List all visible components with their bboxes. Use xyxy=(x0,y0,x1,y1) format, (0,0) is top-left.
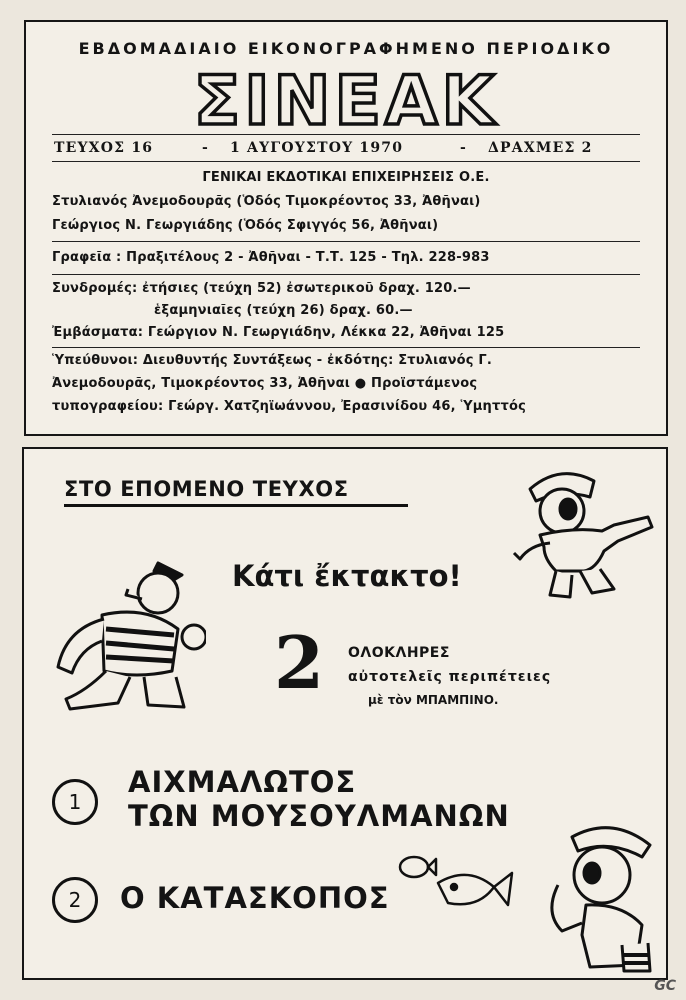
pirate-cartoon-illustration xyxy=(532,815,672,975)
divider xyxy=(52,274,640,275)
count-line-3: μὲ τὸν ΜΠΑΜΠΙΝΟ. xyxy=(368,693,499,707)
story-1-title-line-1: ΑΙΧΜΑΛΩΤΟΣ xyxy=(128,765,357,799)
heading-underline xyxy=(64,504,408,507)
issue-line xyxy=(52,140,640,158)
remittances-line: Ἐμβάσματα: Γεώργιον Ν. Γεωργιάδην, Λέκκα 22, Ἀθῆναι 125 xyxy=(52,325,505,340)
story-1-title-line-2: ΤΩΝ ΜΟΥΣΟΥΛΜΑΝΩΝ xyxy=(128,799,510,833)
divider xyxy=(52,134,640,135)
count-line-2: αὐτοτελεῖς περιπέτειες xyxy=(348,669,552,685)
responsible-line-2: Ἀνεμοδουρᾶς, Τιμοκρέοντος 33, Ἀθῆναι ● Προϊστάμενος xyxy=(52,376,478,391)
babino-cartoon-illustration xyxy=(510,455,660,605)
story-2-number: 2 xyxy=(52,877,98,923)
sailor-cartoon-illustration xyxy=(46,549,206,719)
next-issue-box xyxy=(22,447,668,980)
responsible-line-3: τυπογραφείου: Γεώργ. Χατζηϊωάννου, Ἐρασινίδου 46, Ὑμηττός xyxy=(52,399,526,414)
publisher-partner-1: Στυλιανός Ἀνεμοδουρᾶς (Ὁδός Τιμοκρέοντος 33, Ἀθῆναι) xyxy=(52,194,481,209)
story-1-number: 1 xyxy=(52,779,98,825)
separator: - xyxy=(460,140,468,156)
adventure-count: 2 xyxy=(274,620,325,705)
magazine-subtitle: ΕΒΔΟΜΑΔΙΑΙΟ ΕΙΚΟΝΟΓΡΑΦΗΜΕΝΟ ΠΕΡΙΟΔΙΚΟ xyxy=(78,39,614,58)
next-issue-heading-wrap xyxy=(64,477,408,507)
logo-text: ΣΙΝΕΑΚ xyxy=(193,62,499,136)
divider xyxy=(52,241,640,242)
next-issue-heading: ΣΤΟ ΕΠΟΜΕΝΟ ΤΕΥΧΟΣ xyxy=(64,477,349,501)
watermark: GC xyxy=(654,978,676,994)
divider xyxy=(52,161,640,162)
story-2-title: Ο ΚΑΤΑΣΚΟΠΟΣ xyxy=(120,881,390,915)
count-line-1: ΟΛΟΚΛΗΡΕΣ xyxy=(348,645,450,661)
issue-price: ΔΡΑΧΜΕΣ 2 xyxy=(488,140,593,156)
publisher-company: ΓΕΝΙΚΑΙ ΕΚΔΟΤΙΚΑΙ ΕΠΙΧΕΙΡΗΣΕΙΣ Ο.Ε. xyxy=(202,170,490,185)
divider xyxy=(52,347,640,348)
tagline: Κάτι ἔκτακτο! xyxy=(232,559,462,593)
subscriptions-line-1: Συνδρομές: ἐτήσιες (τεύχη 52) ἐσωτερικοῦ δραχ. 120.— xyxy=(52,281,471,296)
issue-number: ΤΕΥΧΟΣ 16 xyxy=(54,140,154,156)
publisher-partner-2: Γεώργιος Ν. Γεωργιάδης (Ὁδός Σφιγγός 56, Ἀθῆναι) xyxy=(52,218,439,233)
issue-date: 1 ΑΥΓΟΥΣΤΟΥ 1970 xyxy=(230,140,404,156)
offices-line: Γραφεῖα : Πραξιτέλους 2 - Ἀθῆναι - Τ.Τ. 125 - Τηλ. 228-983 xyxy=(52,250,490,265)
magazine-logo xyxy=(186,62,506,136)
separator: - xyxy=(202,140,210,156)
masthead-box xyxy=(24,20,668,436)
responsible-line-1: Ὑπεύθυνοι: Διευθυντής Συντάξεως - ἐκδότης: Στυλιανός Γ. xyxy=(52,353,493,368)
fish-cartoon-illustration xyxy=(394,843,514,923)
subscriptions-line-2: ἑξαμηνιαῖες (τεύχη 26) δραχ. 60.— xyxy=(154,303,413,318)
